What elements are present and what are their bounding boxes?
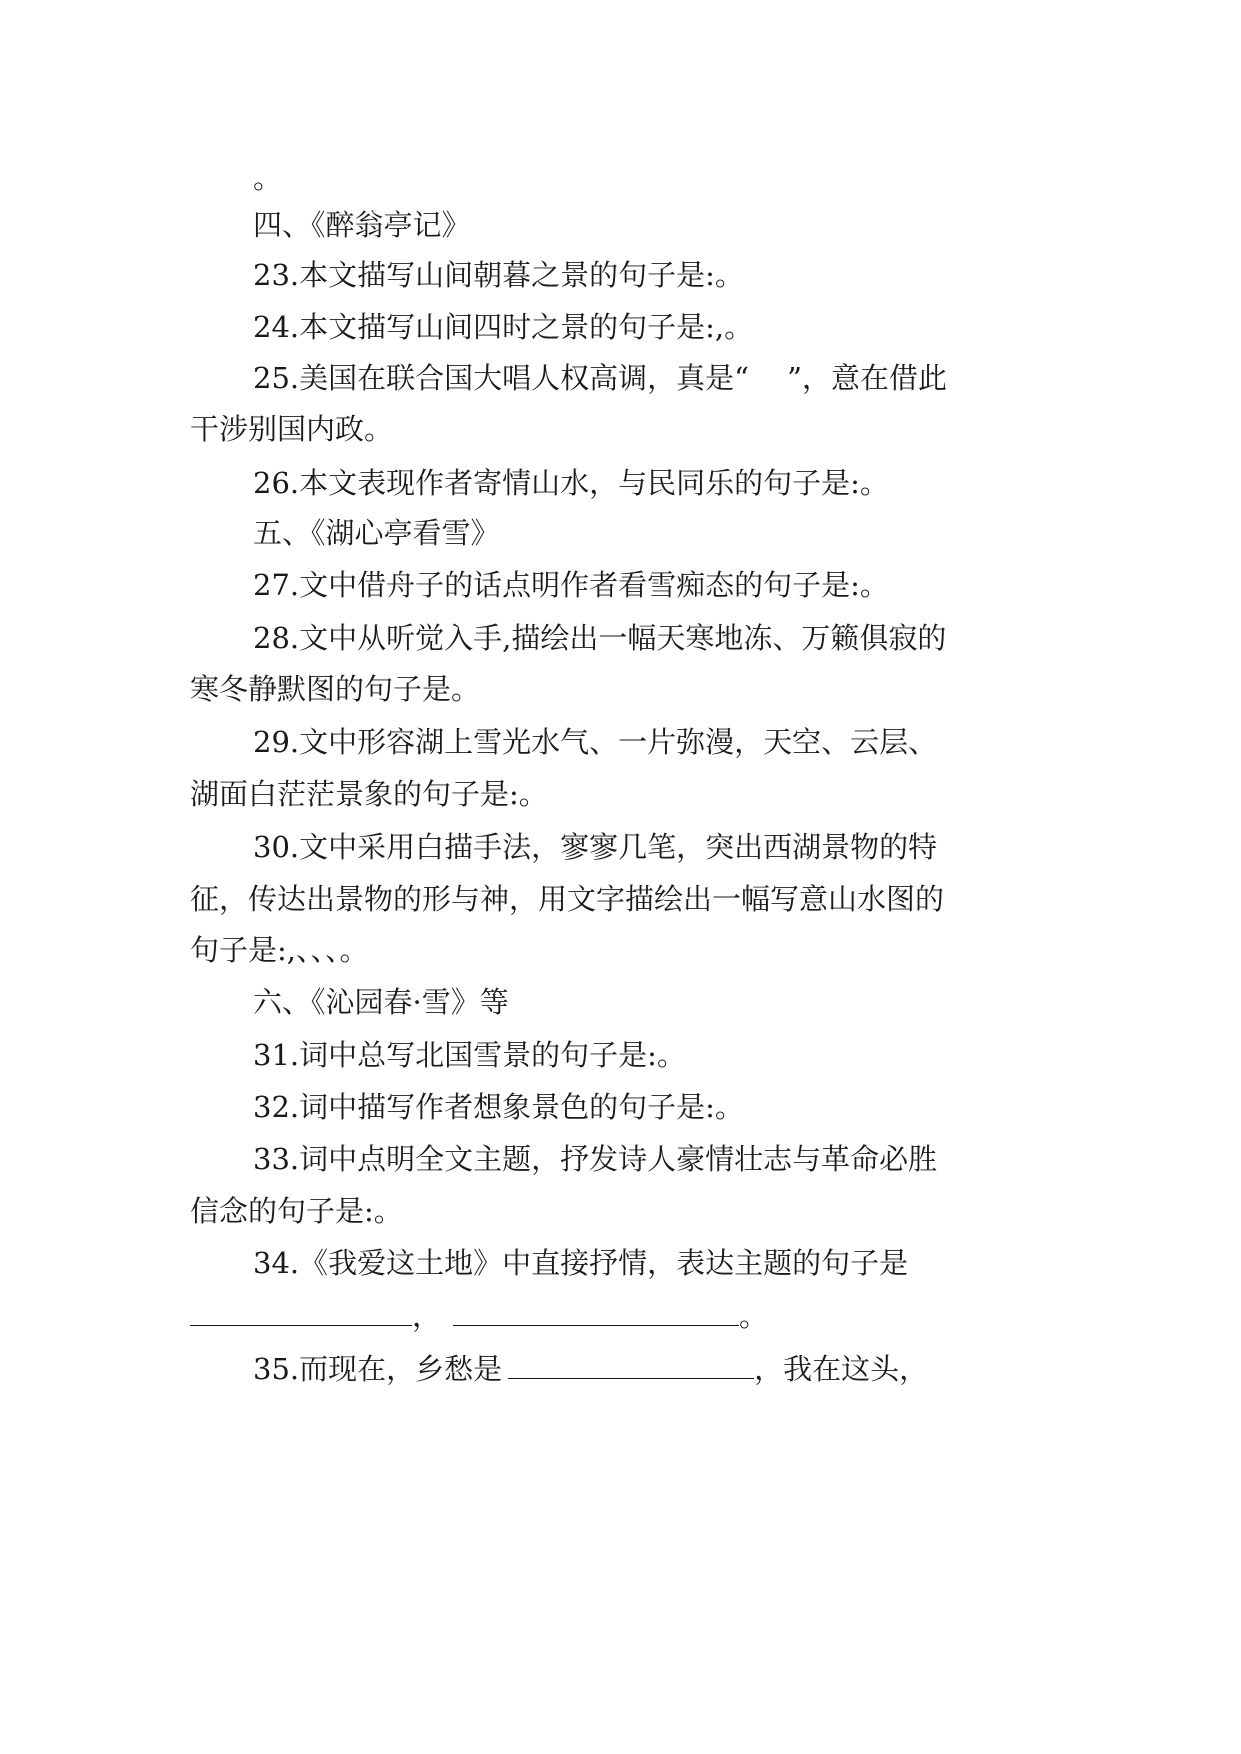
section-heading: 六、《沁园春·雪》等 (253, 985, 509, 1019)
answer-blank[interactable] (453, 1297, 739, 1326)
question-28-continued: 寒冬静默图的句子是。 (190, 672, 481, 706)
question-28: 28.文中从听觉入手,描绘出一幅天寒地冻、万籁俱寂的 (253, 621, 947, 655)
question-33-continued: 信念的句子是:。 (190, 1194, 403, 1228)
question-29: 29.文中形容湖上雪光水气、一片弥漫，天空、云层、 (253, 725, 938, 759)
answer-blank[interactable] (190, 1297, 412, 1326)
question-31: 31.词中总写北国雪景的句子是:。 (253, 1038, 686, 1072)
question-25-continued: 干涉别国内政。 (190, 412, 394, 446)
question-30-continued: 句子是:,、、、。 (190, 933, 369, 967)
question-34-blanks: ， 。 (190, 1297, 1050, 1333)
question-26: 26.本文表现作者寄情山水，与民同乐的句子是:。 (253, 466, 889, 500)
text-line: 。 (253, 161, 283, 195)
question-35: 35.而现在，乡愁是 ，我在这头， (253, 1352, 929, 1386)
question-33: 33.词中点明全文主题，抒发诗人豪情壮志与革命必胜 (253, 1142, 938, 1176)
question-30: 30.文中采用白描手法，寥寥几笔，突出西湖景物的特 (253, 830, 938, 864)
question-23: 23.本文描写山间朝暮之景的句子是:。 (253, 258, 744, 292)
question-30-continued: 征，传达出景物的形与神，用文字描绘出一幅写意山水图的 (190, 882, 945, 916)
answer-blank[interactable] (508, 1350, 754, 1379)
question-25: 25.美国在联合国大唱人权高调，真是“ ”，意在借此 (253, 361, 947, 395)
question-27: 27.文中借舟子的话点明作者看雪痴态的句子是:。 (253, 568, 889, 602)
question-34: 34.《我爱这土地》中直接抒情，表达主题的句子是 (253, 1246, 909, 1280)
question-24: 24.本文描写山间四时之景的句子是:,。 (253, 310, 754, 344)
question-29-continued: 湖面白茫茫景象的句子是:。 (190, 777, 548, 811)
section-heading: 四、《醉翁亭记》 (253, 208, 471, 242)
section-heading: 五、《湖心亭看雪》 (253, 516, 500, 550)
question-32: 32.词中描写作者想象景色的句子是:。 (253, 1090, 744, 1124)
